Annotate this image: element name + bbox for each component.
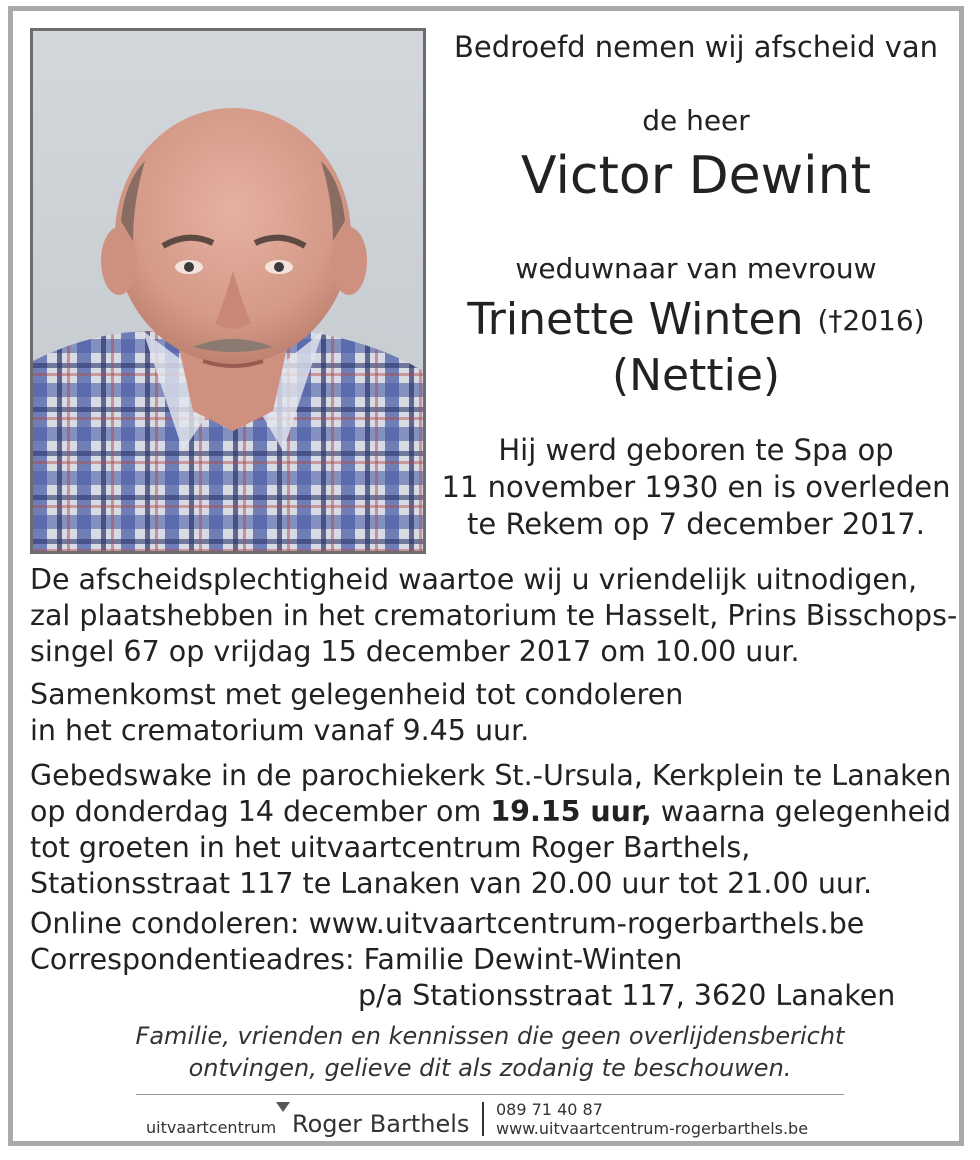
spouse-relation: weduwnaar van mevrouw (515, 252, 877, 285)
spouse-name: Trinette Winten (467, 294, 804, 345)
birth-line: 11 november 1930 en is overleden (441, 470, 951, 504)
wake-line: tot groeten in het uitvaartcentrum Roger Barthels, (30, 831, 751, 864)
footer-website: www.uitvaartcentrum-rogerbarthels.be (496, 1119, 809, 1138)
correspondence-address: Correspondentieadres: Familie Dewint-Winten (30, 943, 683, 976)
contact-paragraph (30, 906, 960, 1014)
footer-contact (496, 1100, 808, 1138)
notice-text (120, 1020, 860, 1084)
brand-name: Roger Barthels (292, 1110, 470, 1138)
portrait-photo (30, 28, 426, 554)
footer-separator (482, 1102, 484, 1136)
wake-line (30, 794, 960, 830)
birth-line: te Rekem op 7 december 2017. (467, 507, 925, 541)
ceremony-line: De afscheidsplechtigheid waartoe wij u vriendelijk uitnodigen, (30, 563, 918, 596)
spouse-name-line (440, 294, 952, 345)
postal-address: p/a Stationsstraat 117, 3620 Lanaken (358, 979, 896, 1012)
title-prefix: de heer (642, 104, 750, 137)
wake-line: Gebedswake in de parochiekerk St.-Ursula, Kerkplein te Lanaken (30, 759, 952, 792)
gathering-line: in het crematorium vanaf 9.45 uur. (30, 714, 530, 747)
wake-line: Stationsstraat 117 te Lanaken van 20.00 uur tot 21.00 uur. (30, 867, 873, 900)
deceased-name: Victor Dewint (521, 146, 871, 206)
gathering-line: Samenkomst met gelegenheid tot condoleren (30, 678, 684, 711)
birth-death-info (432, 432, 960, 543)
wake-time: 19.15 uur, (490, 795, 652, 828)
brand-small: uitvaartcentrum (146, 1118, 277, 1137)
spouse-nickname: (Nettie) (611, 350, 781, 401)
notice-line: ontvingen, gelieve dit als zodanig te beschouwen. (188, 1054, 792, 1082)
wake-text: waarna gelegenheid (651, 795, 952, 828)
footer-phone: 089 71 40 87 (496, 1100, 603, 1119)
footer-divider (136, 1094, 844, 1095)
ceremony-paragraph (30, 562, 960, 670)
wake-paragraph (30, 758, 960, 902)
triangle-icon (276, 1102, 290, 1112)
online-condolence: Online condoleren: www.uitvaartcentrum-rogerbarthels.be (30, 907, 865, 940)
gathering-paragraph (30, 677, 960, 749)
notice-line: Familie, vrienden en kennissen die geen overlijdensbericht (135, 1022, 845, 1050)
birth-line: Hij werd geboren te Spa op (498, 433, 894, 467)
intro-text: Bedroefd nemen wij afscheid van (453, 30, 939, 64)
wake-text: op donderdag 14 december om (30, 795, 491, 828)
ceremony-line: zal plaatshebben in het crematorium te Hasselt, Prins Bisschops- (30, 599, 958, 632)
spouse-death-note: (†2016) (817, 304, 925, 337)
ceremony-line: singel 67 op vrijdag 15 december 2017 om 10.00 uur. (30, 635, 800, 668)
